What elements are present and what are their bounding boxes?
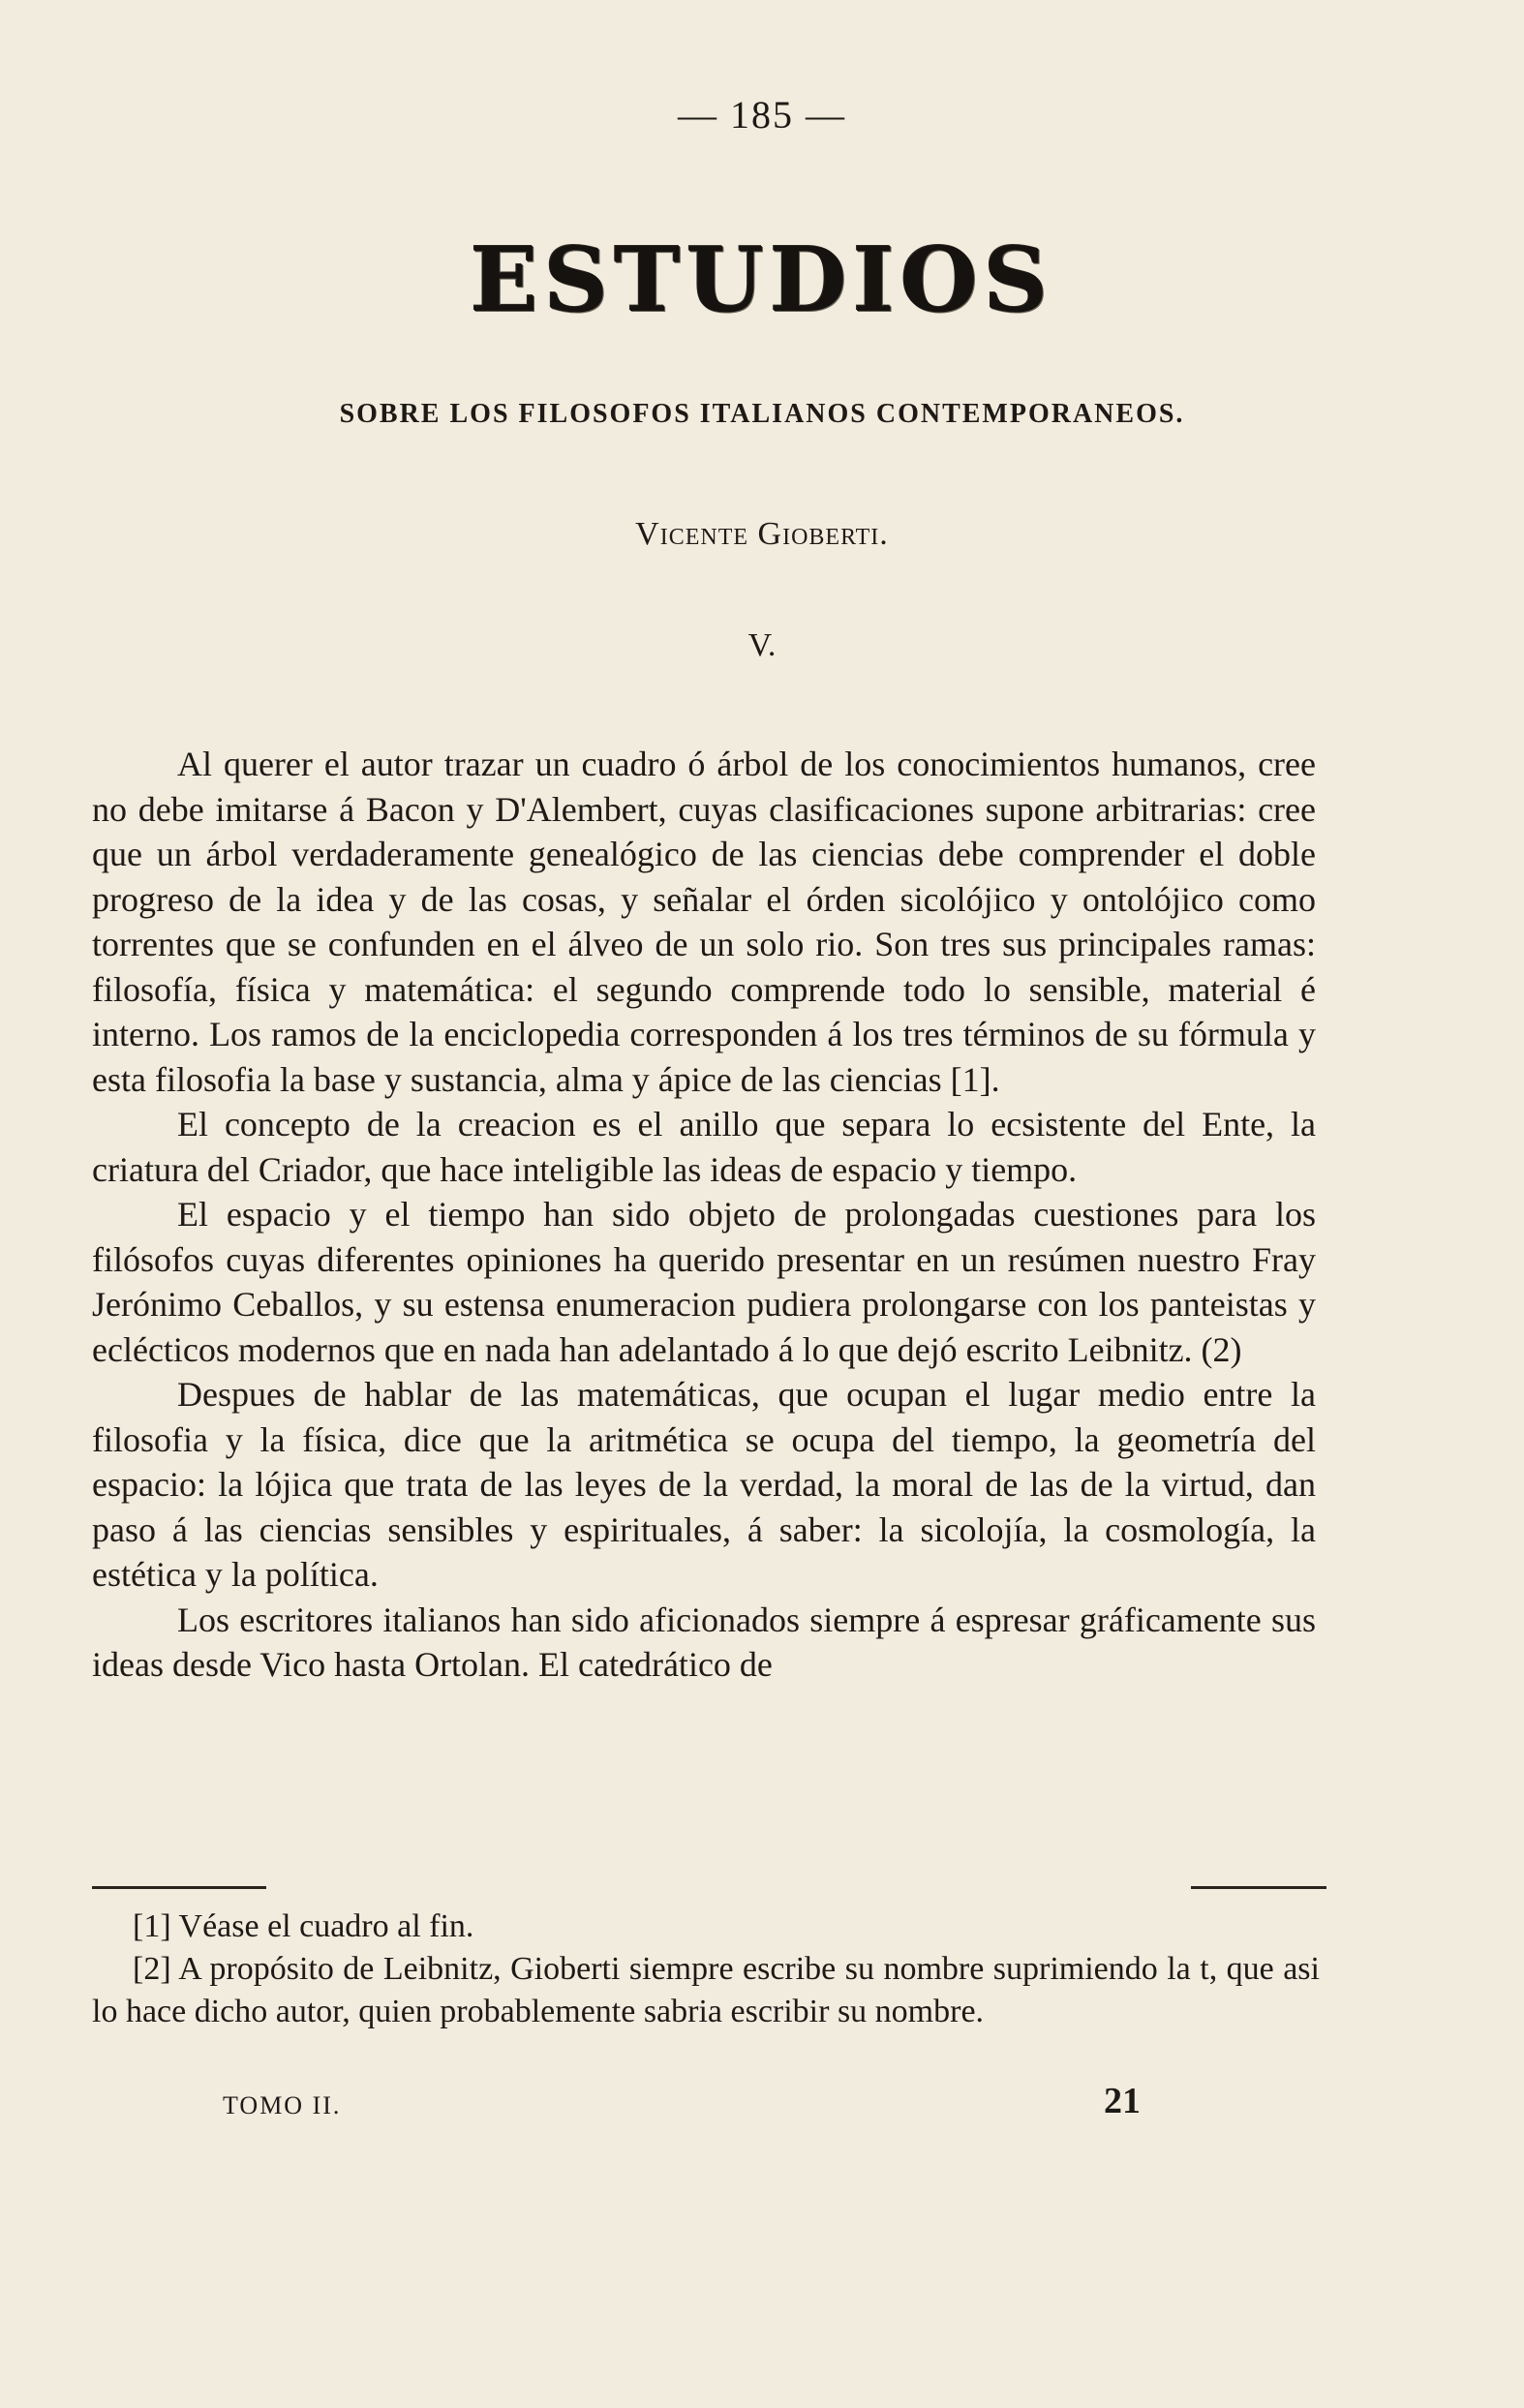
paragraph: Al querer el autor trazar un cuadro ó árbol de los conocimientos humanos, cree no debe imitarse á Bacon y D'Alembert, cuyas clasificaciones supone arbitrarias: cree que un árbol verdaderamente genealógico de las ciencias debe comprender el doble progreso de la idea y de las cosas, y señalar el órden sicolójico y ontolójico como torrentes que se confunden en el álveo de un solo rio. Son tres sus principales ramas: filosofía, física y matemática: el segundo comprende todo lo sensible, material é interno. Los ramos de la enciclopedia corresponden á los tres términos de su fórmula y esta filosofia la base y sustancia, alma y ápice de las ciencias [1]. [92,745,1316,1099]
chapter-number: V. [747,627,777,663]
footnote: [1] Véase el cuadro al fin. [133,1908,474,1944]
paragraph: El espacio y el tiempo han sido objeto de prolongadas cuestiones para los filósofos cuyas diferentes opiniones ha querido presentar en un resúmen nuestro Fray Jerónimo Ceballos, y su estensa enumeracion pudiera prolongarse con los panteistas y eclécticos modernos que en nada han adelantado á lo que dejó escrito Leibnitz. (2) [92,1195,1316,1369]
footnote-rule-right [1191,1886,1326,1889]
article-subtitle: SOBRE LOS FILOSOFOS ITALIANOS CONTEMPORANEOS. [339,399,1185,429]
paragraph: Despues de hablar de las matemáticas, que ocupan el lugar medio entre la filosofia y la física, dice que la aritmética se ocupa del tiempo, la geometría del espacio: la lójica que trata de las leyes de la verdad, la moral de las de la virtud, dan paso á las ciencias sensibles y espirituales, á saber: la sicolojía, la cosmología, la estética y la política. [92,1375,1316,1594]
volume-label: TOMO II. [223,2091,342,2119]
section-title: ESTUDIOS [470,228,1054,332]
body-text [92,742,1316,1688]
author-name: Vicente Gioberti. [635,516,889,552]
footnote: [2] A propósito de Leibnitz, Gioberti siempre escribe su nombre suprimiendo la t, que asi lo hace dicho autor, quien probablemente sabria escribir su nombre. [92,1951,1320,2029]
footnotes [92,1905,1320,2033]
footnote-rule-left [92,1886,266,1889]
page-number: — 185 — [678,93,846,137]
signature-number: 21 [1104,2081,1141,2121]
paragraph: Los escritores italianos han sido aficionados siempre á espresar gráficamente sus ideas desde Vico hasta Ortolan. El catedrático de [92,1600,1316,1684]
paragraph: El concepto de la creacion es el anillo que separa lo ecsistente del Ente, la criatura del Criador, que hace inteligible las ideas de espacio y tiempo. [92,1105,1316,1189]
